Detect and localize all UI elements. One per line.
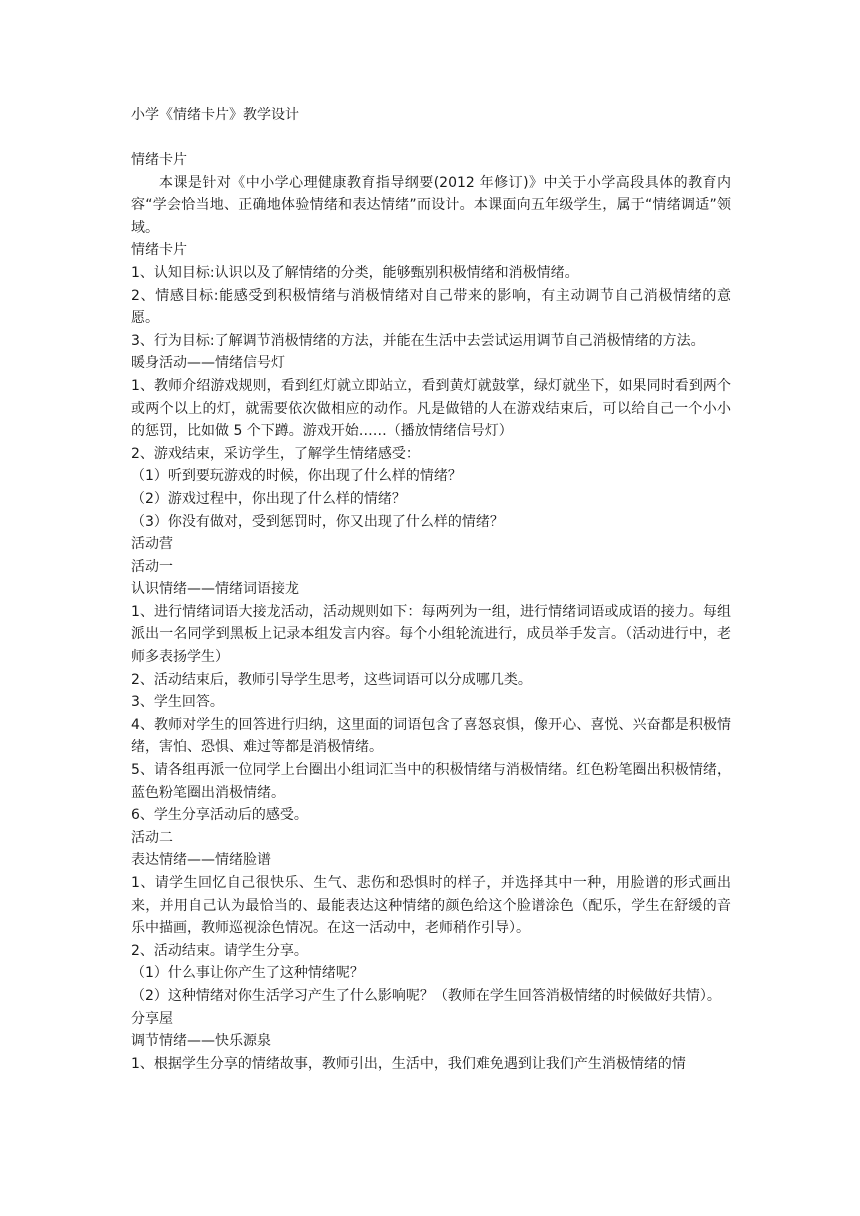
activity-two-question-1: （1）什么事让你产生了这种情绪呢？ [131,965,364,982]
activity-two-label: 活动二 [131,829,173,846]
document-page [131,104,731,1075]
activity-two-step-2: 2、活动结束。请学生分享。 [131,942,308,959]
goal-behavioral: 3、行为目标:了解调节消极情绪的方法，并能在生活中去尝试运用调节自己消极情绪的方法。 [131,332,705,349]
blank-line [131,126,731,149]
share-title: 调节情绪——快乐源泉 [131,1033,271,1050]
goal-cognitive: 1、认知目标:认识以及了解情绪的分类，能够甄别积极情绪和消极情绪。 [131,264,579,281]
activity-one-step-1: 1、进行情绪词语大接龙活动，活动规则如下：每两列为一组，进行情绪词语或成语的接力。每组派出一名同学到黑板上记录本组发言内容。每个小组轮流进行，成员举手发言。（活动进行中，老师多表扬学生） [131,603,731,666]
warmup-question-3: （3）你没有做对，受到惩罚时，你又出现了什么样的情绪？ [131,513,504,530]
section-heading-share-house: 分享屋 [131,1010,173,1027]
goal-emotional: 2、情感目标:能感受到积极情绪与消极情绪对自己带来的影响，有主动调节自己消极情绪的意愿。 [131,287,731,327]
activity-one-label: 活动一 [131,558,173,575]
activity-two-question-2: （2）这种情绪对你生活学习产生了什么影响呢？（教师在学生回答消极情绪的时候做好共情）。 [131,987,721,1004]
activity-one-step-3: 3、学生回答。 [131,694,224,711]
intro-paragraph: 本课是针对《中小学心理健康教育指导纲要(2012 年修订)》中关于小学高段具体的教育内容“学会恰当地、正确地体验情绪和表达情绪”而设计。本课面向五年级学生，属于“情绪调适”领域。 [131,174,731,236]
section-heading-warmup: 暖身活动——情绪信号灯 [131,355,285,372]
activity-one-step-5: 5、请各组再派一位同学上台圈出小组词汇当中的积极情绪与消极情绪。红色粉笔圈出积极情绪，蓝色粉笔圈出消极情绪。 [131,762,731,801]
warmup-step-1: 1、教师介绍游戏规则，看到红灯就立即站立，看到黄灯就鼓掌，绿灯就坐下，如果同时看到两个或两个以上的灯，就需要依次做相应的动作。凡是做错的人在游戏结束后，可以给自己一个小小的惩罚，比如做 5 个下蹲。游戏开始……（播放情绪信号灯） [131,377,731,440]
section-heading-activity-camp: 活动营 [131,536,173,553]
activity-one-title: 认识情绪——情绪词语接龙 [131,581,299,598]
warmup-step-2: 2、游戏结束，采访学生，了解学生情绪感受： [131,445,420,462]
warmup-question-2: （2）游戏过程中，你出现了什么样的情绪？ [131,490,406,507]
activity-one-step-2: 2、活动结束后，教师引导学生思考，这些词语可以分成哪几类。 [131,671,532,688]
activity-one-step-4: 4、教师对学生的回答进行归纳，这里面的词语包含了喜怒哀惧，像开心、喜悦、兴奋都是积极情绪，害怕、恐惧、难过等都是消极情绪。 [131,716,731,756]
activity-two-step-1: 1、请学生回忆自己很快乐、生气、悲伤和恐惧时的样子，并选择其中一种，用脸谱的形式画出来，并用自己认为最恰当的、最能表达这种情绪的颜色给这个脸谱涂色（配乐，学生在舒缓的音乐中描画，教师巡视涂色情况。在这一活动中，老师稍作引导）。 [131,875,731,937]
section-heading-goals: 情绪卡片 [131,242,187,259]
activity-one-step-6: 6、学生分享活动后的感受。 [131,807,308,824]
section-heading-intro: 情绪卡片 [131,152,187,168]
warmup-question-1: （1）听到要玩游戏的时候，你出现了什么样的情绪？ [131,468,462,485]
document-title: 小学《情绪卡片》教学设计 [131,107,299,123]
activity-two-title: 表达情绪——情绪脸谱 [131,852,271,869]
share-step-1: 1、根据学生分享的情绪故事，教师引出，生活中，我们难免遇到让我们产生消极情绪的情 [131,1055,686,1072]
